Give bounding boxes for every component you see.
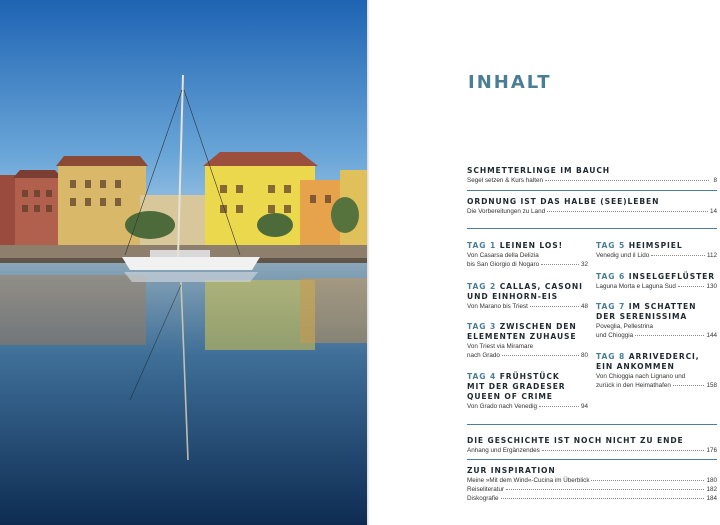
toc-day-5: TAG 5 HEIMSPIEL Venedig und il Lido 112	[596, 241, 717, 259]
divider	[467, 459, 717, 460]
toc-day-7: TAG 7 IM SCHATTEN DER SERENISSIMA Poveglia, Pellestrina und Chioggia 144	[596, 302, 717, 339]
toc-row[interactable]: Reiseliteratur 182	[467, 486, 717, 493]
section-title: SCHMETTERLINGE IM BAUCH	[467, 166, 611, 175]
page-number: 8	[713, 177, 717, 184]
toc-day-8: TAG 8 ARRIVEDERCI, EIN ANKOMMEN Von Chioggia nach Lignano und zurück in den Heimathafen 158	[596, 352, 717, 389]
divider	[467, 190, 717, 191]
toc-row[interactable]: zurück in den Heimathafen 158	[596, 382, 717, 389]
toc-row[interactable]: Anhang und Ergänzendes 176	[467, 447, 717, 454]
toc-day-2: TAG 2 CALLAS, CASONI UND EINHORN-EIS Von Marano bis Triest 48	[467, 282, 588, 310]
toc-row[interactable]: Meine »Mit dem Wind«-Cucina im Überblick 180	[467, 477, 717, 484]
toc-day-6: TAG 6 INSELGEFLÜSTER Laguna Morta e Laguna Sud 130	[596, 272, 717, 290]
section-title: ORDNUNG IST DAS HALBE (SEE)LEBEN	[467, 197, 660, 206]
toc-section-3: DIE GESCHICHTE IST NOCH NICHT ZU ENDE Anhang und Ergänzendes 176	[467, 436, 717, 454]
divider	[467, 228, 717, 229]
toc-row[interactable]	[467, 176, 717, 185]
row-text: Segel setzen & Kurs halten	[467, 177, 543, 184]
toc-day-3: TAG 3 ZWISCHEN DEN ELEMENTEN ZUHAUSE Von Triest via Miramare nach Grado 80	[467, 322, 588, 359]
toc-row[interactable]: Diskografie 184	[467, 495, 717, 502]
toc-day-1: TAG 1 LEINEN LOS! Von Casarsa della Delizia bis San Giorgio di Nogaro 32	[467, 241, 588, 268]
contents-page	[370, 0, 720, 525]
toc-row[interactable]: Von Grado nach Venedig 94	[467, 403, 588, 410]
toc-row[interactable]: und Chioggia 144	[596, 332, 717, 339]
toc-day-4: TAG 4 FRÜHSTÜCK MIT DER GRADESER QUEEN OF CRIME Von Grado nach Venedig 94	[467, 372, 588, 410]
toc-row[interactable]: nach Grado 80	[467, 352, 588, 359]
toc-row[interactable]: Von Marano bis Triest 48	[467, 303, 588, 310]
toc-row[interactable]: Venedig und il Lido 112	[596, 252, 717, 259]
divider	[467, 424, 717, 425]
toc-row[interactable]: Laguna Morta e Laguna Sud 130	[596, 283, 717, 290]
toc-section-1	[467, 166, 717, 185]
toc-section-4: ZUR INSPIRATION Meine »Mit dem Wind«-Cucina im Überblick 180 Reiseliteratur 182 Diskografie 184	[467, 466, 717, 502]
toc-title: INHALT	[468, 72, 552, 93]
toc-row[interactable]	[467, 207, 717, 216]
toc-row[interactable]: bis San Giorgio di Nogaro 32	[467, 261, 588, 268]
toc-section-2	[467, 197, 717, 216]
row-text: Die Vorbereitungen zu Land	[467, 208, 546, 215]
page-number: 14	[709, 208, 717, 215]
